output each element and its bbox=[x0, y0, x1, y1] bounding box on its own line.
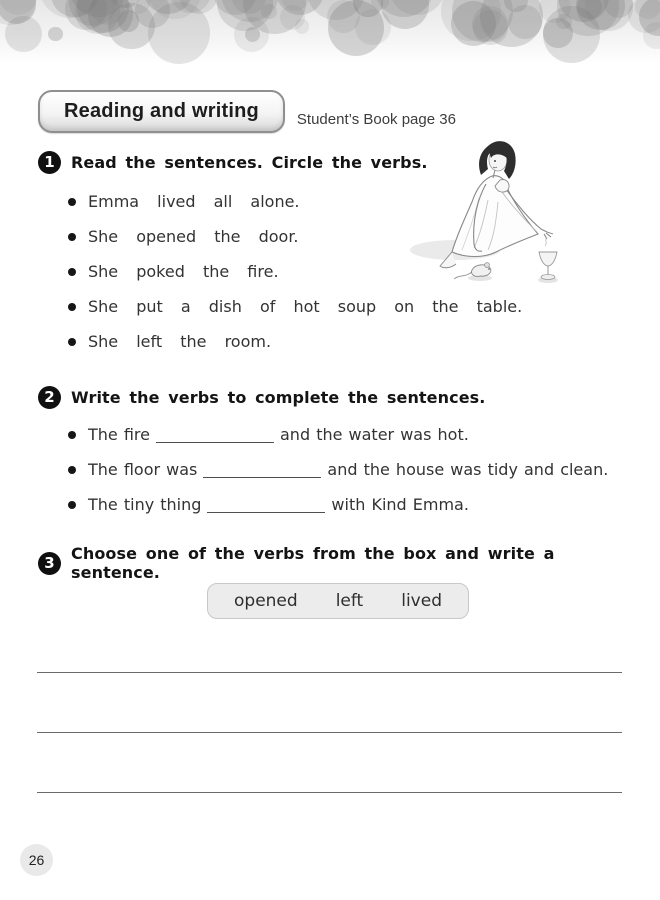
word-box-item: opened bbox=[234, 591, 298, 611]
sentence-text: Emma lived all alone. bbox=[88, 192, 300, 211]
sentence-text: She left the room. bbox=[88, 332, 272, 351]
sentence-text: She put a dish of hot soup on the table. bbox=[88, 297, 523, 316]
word-box bbox=[207, 583, 469, 619]
bullet-icon bbox=[68, 233, 76, 241]
page-number-badge bbox=[20, 844, 53, 876]
section-title: Reading and writing bbox=[64, 100, 259, 122]
sentence-text: She poked the fire. bbox=[88, 262, 279, 281]
answer-blank[interactable] bbox=[156, 442, 274, 443]
exercise-number-badge: 1 bbox=[38, 151, 61, 174]
decorative-header bbox=[0, 0, 660, 64]
sentence-list bbox=[38, 417, 622, 522]
bullet-icon bbox=[68, 501, 76, 509]
answer-blank[interactable] bbox=[203, 477, 321, 478]
sentence-item bbox=[38, 324, 622, 359]
bullet-icon bbox=[68, 268, 76, 276]
sentence-item bbox=[38, 487, 622, 522]
bubble-decoration bbox=[355, 9, 391, 45]
bullet-icon bbox=[68, 338, 76, 346]
girl-and-mouse-illustration bbox=[408, 140, 573, 295]
exercise-instruction: Read the sentences. Circle the verbs. bbox=[71, 152, 428, 172]
page-number: 26 bbox=[28, 852, 45, 868]
exercise-2-section bbox=[38, 385, 622, 522]
word-box-item: lived bbox=[401, 591, 442, 611]
exercise-number-badge: 2 bbox=[38, 386, 61, 409]
bullet-icon bbox=[68, 303, 76, 311]
page-header bbox=[38, 90, 456, 133]
exercise-3-section bbox=[38, 544, 622, 619]
word-box-item: left bbox=[335, 591, 364, 611]
sentence-text: The tiny thing with Kind Emma. bbox=[88, 495, 469, 514]
writing-line[interactable] bbox=[37, 792, 622, 793]
sentence-item bbox=[38, 417, 622, 452]
bubble-decoration bbox=[48, 27, 63, 42]
answer-blank[interactable] bbox=[207, 512, 325, 513]
student-book-ref: Student’s Book page 36 bbox=[296, 111, 456, 128]
sentence-text: She opened the door. bbox=[88, 227, 299, 246]
section-title-box bbox=[38, 90, 285, 133]
sentence-text: The floor was and the house was tidy and clean. bbox=[88, 460, 609, 479]
exercise-instruction: Write the verbs to complete the sentences. bbox=[71, 387, 486, 407]
exercise-number-badge: 3 bbox=[38, 552, 61, 575]
writing-line[interactable] bbox=[37, 732, 622, 733]
exercise-2-header bbox=[38, 385, 622, 409]
exercise-3-header bbox=[38, 544, 622, 582]
exercise-instruction: Choose one of the verbs from the box and write a sentence. bbox=[71, 544, 555, 582]
writing-line[interactable] bbox=[37, 672, 622, 673]
sentence-item bbox=[38, 452, 622, 487]
sentence-text: The fire and the water was hot. bbox=[88, 425, 469, 444]
bullet-icon bbox=[68, 198, 76, 206]
bubble-decoration bbox=[148, 2, 210, 64]
bullet-icon bbox=[68, 431, 76, 439]
bullet-icon bbox=[68, 466, 76, 474]
